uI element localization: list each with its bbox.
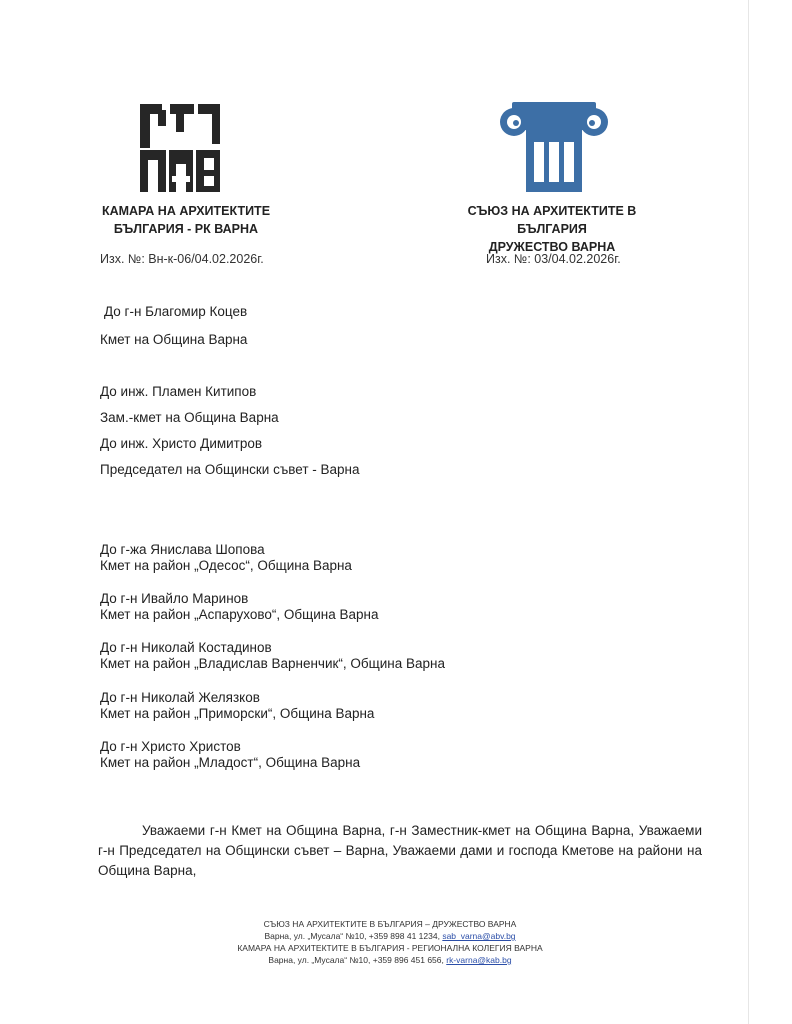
footer-kab-contact (150, 954, 630, 966)
greeting-paragraph (98, 821, 702, 881)
addressee-mladost-title: Кмет на район „Младост“, Община Варна (100, 755, 361, 770)
addressee-deputy-name: До инж. Пламен Китипов (100, 384, 257, 399)
sab-org-name (432, 202, 672, 256)
kab-reference-number: Изх. №: Вн-к-06/04.02.2026г. (100, 252, 264, 266)
addressee-odesos-title: Кмет на район „Одесос“, Община Варна (100, 558, 352, 573)
greeting-text: Уважаеми г-н Кмет на Община Варна, г-н Заместник-кмет на Община Варна, Уважаеми г-н Председател на Общински съвет – Варна, Уважаеми дами и господа Кметове на райони на Община Варна, (98, 823, 702, 878)
footer-sab-address: Варна, ул. „Мусала“ №10, +359 898 41 1234, (264, 931, 440, 941)
kab-logo (138, 104, 222, 192)
footer-kab-email-link[interactable]: rk-varna@kab.bg (446, 955, 512, 965)
footer-contacts (150, 918, 630, 966)
sab-org-line2: ДРУЖЕСТВО ВАРНА (488, 240, 616, 254)
addressee-mayor-title: Кмет на Община Варна (100, 332, 248, 347)
addressee-varnenchik-title: Кмет на район „Владислав Варненчик“, Община Варна (100, 656, 445, 671)
addressee-deputy-title: Зам.-кмет на Община Варна (100, 410, 279, 425)
addressee-varnenchik-name: До г-н Николай Костадинов (100, 640, 272, 655)
addressee-primorski-name: До г-н Николай Желязков (100, 690, 260, 705)
addressee-asparuhovo-name: До г-н Ивайло Маринов (100, 591, 249, 606)
addressee-mladost-name: До г-н Христо Христов (100, 739, 241, 754)
addressee-asparuhovo-title: Кмет на район „Аспарухово“, Община Варна (100, 607, 379, 622)
addressee-mayor-name: До г-н Благомир Коцев (104, 304, 248, 319)
addressee-chairman-name: До инж. Христо Димитров (100, 436, 263, 451)
page-edge-line (748, 0, 749, 1024)
addressee-chairman-title: Председател на Общински съвет - Варна (100, 462, 360, 477)
footer-sab-name: СЪЮЗ НА АРХИТЕКТИТЕ В БЪЛГАРИЯ – ДРУЖЕСТВО ВАРНА (263, 919, 517, 929)
footer-sab-contact (150, 930, 630, 942)
sab-logo (498, 100, 610, 192)
kab-org-line2: БЪЛГАРИЯ - РК ВАРНА (113, 222, 259, 236)
sab-org-line1: СЪЮЗ НА АРХИТЕКТИТЕ В БЪЛГАРИЯ (467, 204, 637, 236)
footer-kab-address: Варна, ул. „Мусала“ №10, +359 896 451 656, (268, 955, 444, 965)
kab-org-line1: КАМАРА НА АРХИТЕКТИТЕ (101, 204, 271, 218)
addressee-odesos-name: До г-жа Янислава Шопова (100, 542, 265, 557)
footer-kab-name: КАМАРА НА АРХИТЕКТИТЕ В БЪЛГАРИЯ - РЕГИОНАЛНА КОЛЕГИЯ ВАРНА (237, 943, 543, 953)
addressee-primorski-title: Кмет на район „Приморски“, Община Варна (100, 706, 375, 721)
footer-sab-email-link[interactable]: sab_varna@abv.bg (442, 931, 516, 941)
kab-org-name (86, 202, 286, 238)
sab-reference-number: Изх. №: 03/04.02.2026г. (486, 252, 621, 266)
